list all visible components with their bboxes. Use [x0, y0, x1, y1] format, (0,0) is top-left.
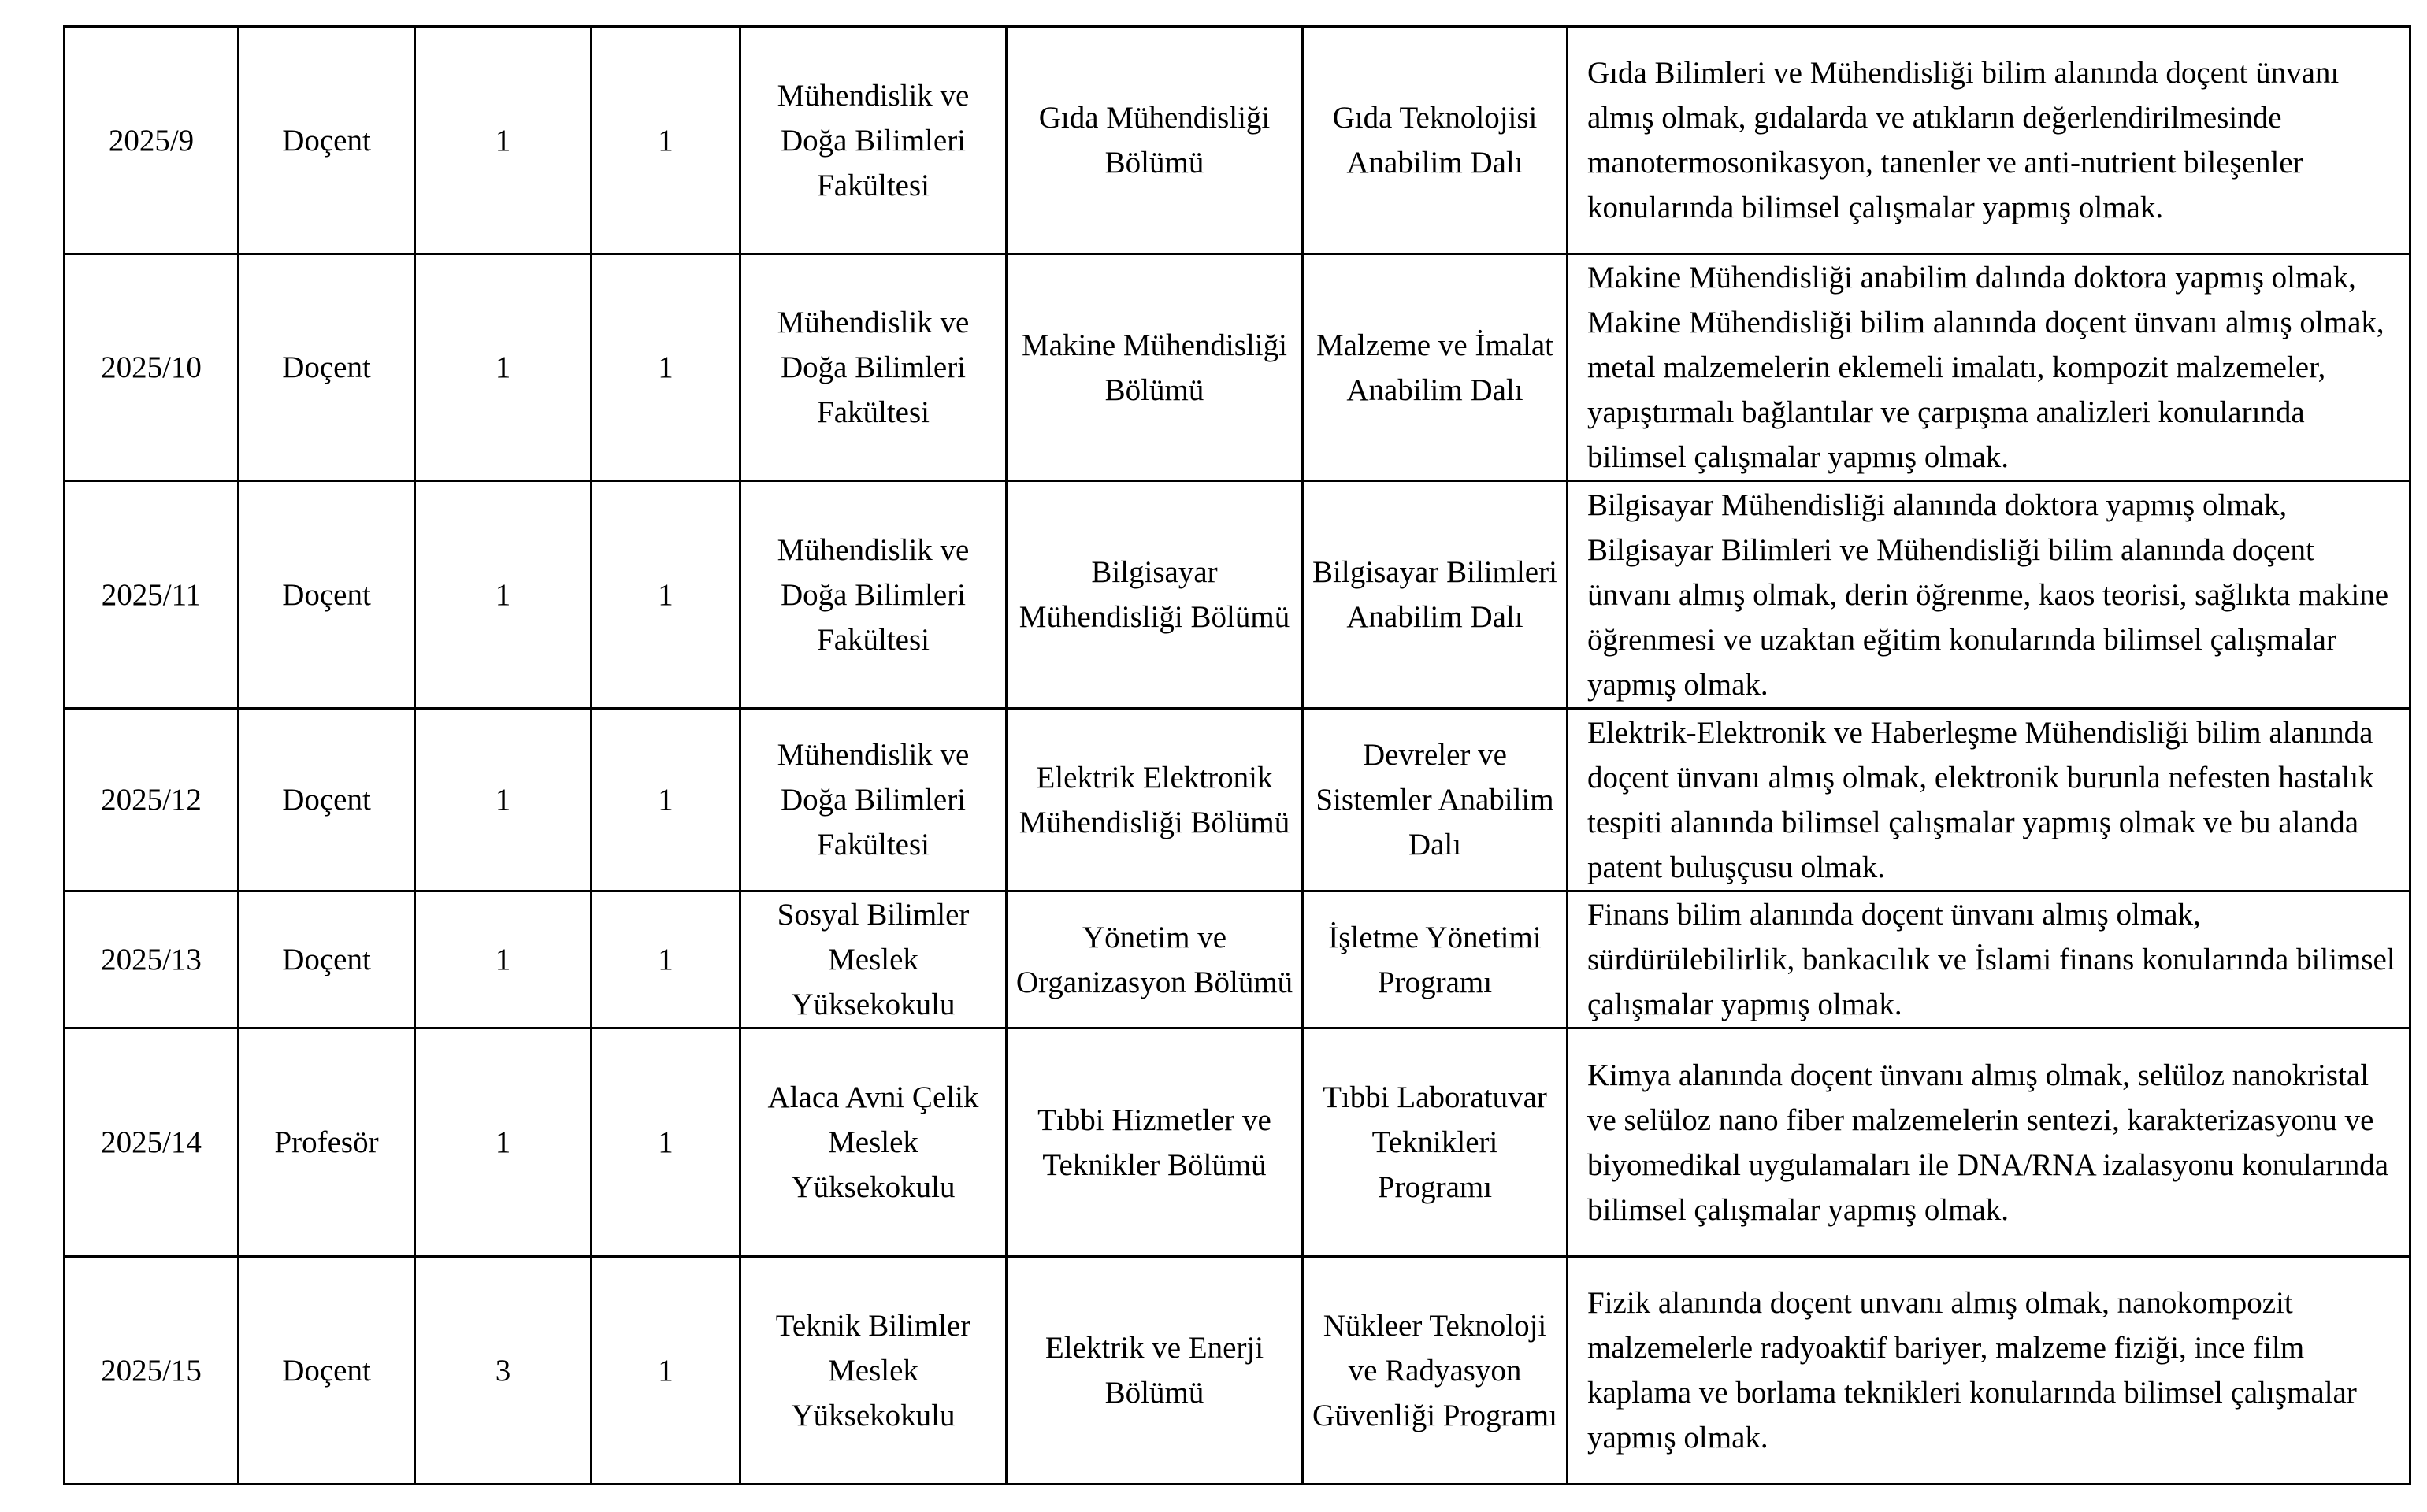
- derece-cell: 1: [592, 709, 740, 891]
- kadro-cell: 1: [415, 254, 592, 481]
- derece-cell: 1: [592, 891, 740, 1028]
- bolum-cell: Elektrik Elektronik Mühendisliği Bölümü: [1007, 709, 1303, 891]
- kadro-cell: 1: [415, 27, 592, 254]
- derece-cell: 1: [592, 254, 740, 481]
- bolum-cell: Bilgisayar Mühendisliği Bölümü: [1007, 481, 1303, 709]
- unvan-cell: Doçent: [239, 709, 415, 891]
- birim-cell: Mühendislik ve Doğa Bilimleri Fakültesi: [740, 254, 1007, 481]
- kadro-cell: 1: [415, 709, 592, 891]
- derece-cell: 1: [592, 1257, 740, 1484]
- birim-cell: Alaca Avni Çelik Meslek Yüksekokulu: [740, 1028, 1007, 1257]
- bolum-cell: Tıbbi Hizmetler ve Teknikler Bölümü: [1007, 1028, 1303, 1257]
- table-row: [65, 709, 2410, 891]
- kadro-cell: 3: [415, 1257, 592, 1484]
- document-page: [63, 25, 2409, 1485]
- birim-cell: Teknik Bilimler Meslek Yüksekokulu: [740, 1257, 1007, 1484]
- bolum-cell: Makine Mühendisliği Bölümü: [1007, 254, 1303, 481]
- birim-cell: Sosyal Bilimler Meslek Yüksekokulu: [740, 891, 1007, 1028]
- aciklama-cell: Finans bilim alanında doçent ünvanı almış olmak, sürdürülebilirlik, bankacılık ve İslami finans konularında bilimsel çalışmalar yapmış olmak.: [1568, 891, 2410, 1028]
- ilan-no-cell: 2025/13: [65, 891, 239, 1028]
- unvan-cell: Doçent: [239, 1257, 415, 1484]
- table-row: [65, 1257, 2410, 1484]
- bolum-cell: Elektrik ve Enerji Bölümü: [1007, 1257, 1303, 1484]
- unvan-cell: Doçent: [239, 254, 415, 481]
- anabilim-cell: Nükleer Teknoloji ve Radyasyon Güvenliği Programı: [1303, 1257, 1568, 1484]
- birim-cell: Mühendislik ve Doğa Bilimleri Fakültesi: [740, 481, 1007, 709]
- aciklama-cell: Fizik alanında doçent unvanı almış olmak, nanokompozit malzemelerle radyoaktif bariyer, malzeme fiziği, ince film kaplama ve borlama teknikleri konularında bilimsel çalışmalar yapmış olmak.: [1568, 1257, 2410, 1484]
- unvan-cell: Doçent: [239, 891, 415, 1028]
- ilan-no-cell: 2025/11: [65, 481, 239, 709]
- unvan-cell: Profesör: [239, 1028, 415, 1257]
- kadro-cell: 1: [415, 1028, 592, 1257]
- aciklama-cell: Elektrik-Elektronik ve Haberleşme Mühendisliği bilim alanında doçent ünvanı almış olmak, elektronik burunla nefesten hastalık tespiti alanında bilimsel çalışmalar yapmış olmak ve bu alanda patent buluşçusu olmak.: [1568, 709, 2410, 891]
- aciklama-cell: Makine Mühendisliği anabilim dalında doktora yapmış olmak, Makine Mühendisliği bilim alanında doçent ünvanı almış olmak, metal malzemelerin eklemeli imalatı, kompozit malzemeler, yapıştırmalı bağlantılar ve çarpışma analizleri konularında bilimsel çalışmalar yapmış olmak.: [1568, 254, 2410, 481]
- derece-cell: 1: [592, 27, 740, 254]
- anabilim-cell: Gıda Teknolojisi Anabilim Dalı: [1303, 27, 1568, 254]
- kadro-cell: 1: [415, 891, 592, 1028]
- aciklama-cell: Gıda Bilimleri ve Mühendisliği bilim alanında doçent ünvanı almış olmak, gıdalarda ve atıkların değerlendirilmesinde manotermosonikasyon, tanenler ve anti-nutrient bileşenler konularında bilimsel çalışmalar yapmış olmak.: [1568, 27, 2410, 254]
- table-row: [65, 891, 2410, 1028]
- kadro-cell: 1: [415, 481, 592, 709]
- ilan-no-cell: 2025/14: [65, 1028, 239, 1257]
- unvan-cell: Doçent: [239, 481, 415, 709]
- ilan-no-cell: 2025/15: [65, 1257, 239, 1484]
- ilan-no-cell: 2025/10: [65, 254, 239, 481]
- bolum-cell: Gıda Mühendisliği Bölümü: [1007, 27, 1303, 254]
- table-row: [65, 27, 2410, 254]
- anabilim-cell: Tıbbi Laboratuvar Teknikleri Programı: [1303, 1028, 1568, 1257]
- aciklama-cell: Bilgisayar Mühendisliği alanında doktora yapmış olmak, Bilgisayar Bilimleri ve Mühendisliği bilim alanında doçent ünvanı almış olmak, derin öğrenme, kaos teorisi, sağlıkta makine öğrenmesi ve uzaktan eğitim konularında bilimsel çalışmalar yapmış olmak.: [1568, 481, 2410, 709]
- ilan-no-cell: 2025/9: [65, 27, 239, 254]
- table-row: [65, 1028, 2410, 1257]
- anabilim-cell: İşletme Yönetimi Programı: [1303, 891, 1568, 1028]
- table-row: [65, 481, 2410, 709]
- anabilim-cell: Devreler ve Sistemler Anabilim Dalı: [1303, 709, 1568, 891]
- position-table: [63, 25, 2411, 1485]
- unvan-cell: Doçent: [239, 27, 415, 254]
- table-row: [65, 254, 2410, 481]
- derece-cell: 1: [592, 1028, 740, 1257]
- anabilim-cell: Bilgisayar Bilimleri Anabilim Dalı: [1303, 481, 1568, 709]
- birim-cell: Mühendislik ve Doğa Bilimleri Fakültesi: [740, 27, 1007, 254]
- birim-cell: Mühendislik ve Doğa Bilimleri Fakültesi: [740, 709, 1007, 891]
- anabilim-cell: Malzeme ve İmalat Anabilim Dalı: [1303, 254, 1568, 481]
- aciklama-cell: Kimya alanında doçent ünvanı almış olmak, selüloz nanokristal ve selüloz nano fiber malzemelerin sentezi, karakterizasyonu ve biyomedikal uygulamaları ile DNA/RNA izalasyonu konularında bilimsel çalışmalar yapmış olmak.: [1568, 1028, 2410, 1257]
- derece-cell: 1: [592, 481, 740, 709]
- ilan-no-cell: 2025/12: [65, 709, 239, 891]
- bolum-cell: Yönetim ve Organizasyon Bölümü: [1007, 891, 1303, 1028]
